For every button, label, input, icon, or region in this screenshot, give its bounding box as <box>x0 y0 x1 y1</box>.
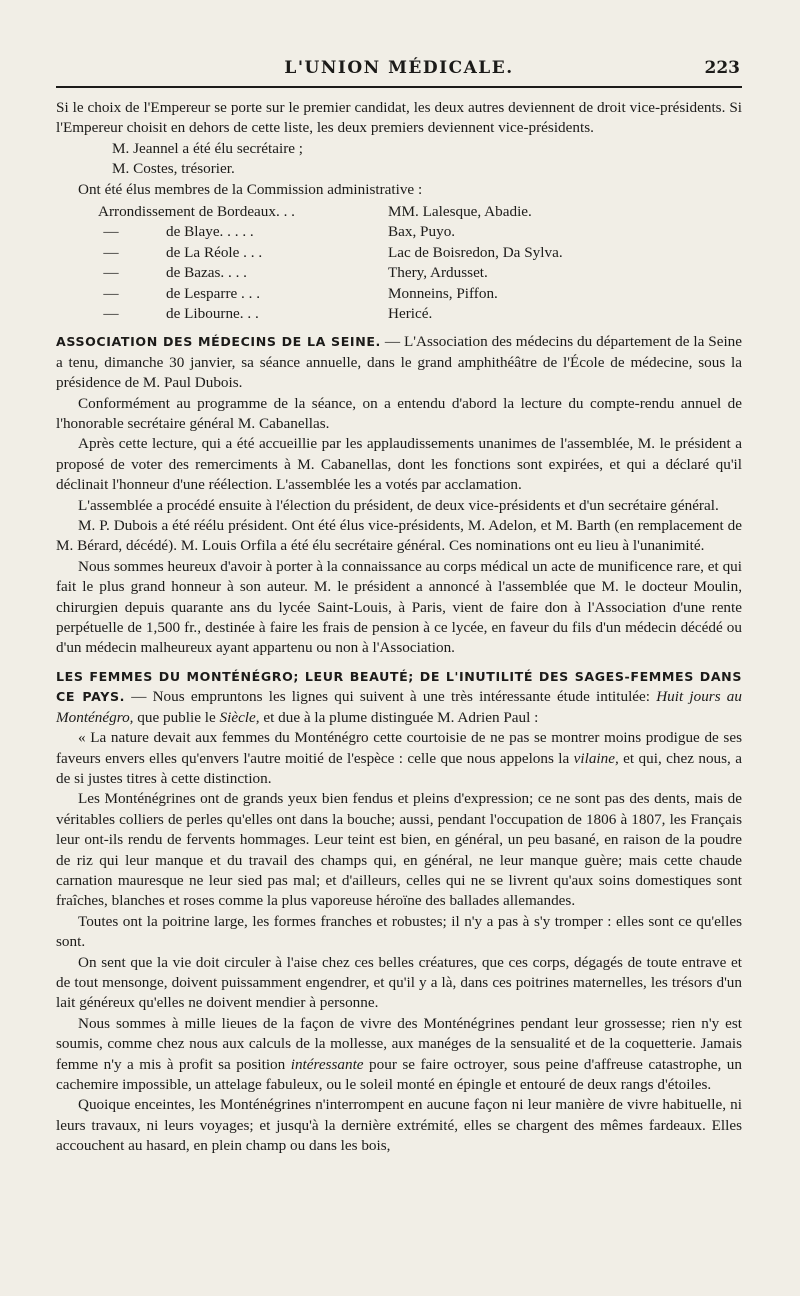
paragraph-text: et due à la plume distinguée M. Adrien Paul : <box>259 708 539 726</box>
arrondissement-label: de Libourne. . . <box>166 304 259 322</box>
montenegro-paragraph: Toutes ont la poitrine large, les formes franches et robustes; il n'y a pas à s'y tromper : elles sont ce qu'elles sont. <box>56 912 742 951</box>
association-section <box>56 332 742 659</box>
arrondissement-label: de Blaye. . . . . <box>166 223 254 241</box>
montenegro-paragraph: Les Monténégrines ont de grands yeux bien fendus et pleins d'expression; ce ne sont pas des dents, mais de véritables colliers de perles qu'elles ont dans la bouche; aussi, pendant l'occupation de 1806 à 1807, les Français leur ont-ils rendu de fervents hommages. Leur teint est bien, en général, un peu basané, en raison de la poudre de riz qui leur manque et du travail des champs qui, en général, ne leur manque guère; mais cette chaude carnation mauresque ne leur sied pas mal; et d'ailleurs, celles qui ne se livrent qu'aux soins domestiques sont fraîches, blanches et roses comme la plus vaporeuse héroïne des ballades allemandes. <box>56 790 742 910</box>
ditto-dash: — <box>103 284 119 302</box>
running-title: L'UNION MÉDICALE. <box>284 58 514 78</box>
arrondissement-label: de Lesparre . . . <box>166 284 261 302</box>
page-header <box>56 52 742 88</box>
commission-members: Hericé. <box>388 304 433 322</box>
officer-treasurer: M. Costes, trésorier. <box>112 160 235 178</box>
ditto-dash: — <box>103 223 119 241</box>
section-heading: ASSOCIATION DES MÉDECINS DE LA SEINE. <box>56 334 381 350</box>
intro-paragraph: Si le choix de l'Empereur se porte sur le premier candidat, les deux autres deviennent de droit vice-présidents. Si l'Empereur choisit en dehors de cette liste, les deux premiers deviennent vice-présidents. <box>56 99 742 137</box>
commission-intro: Ont été élus membres de la Commission administrative : <box>78 180 423 198</box>
arrondissement-label: de La Réole . . . <box>166 243 263 261</box>
paragraph-text: « La nature devait aux femmes du Monténégro cette courtoisie de ne pas se montrer moins prodigue de ses faveurs envers elles qu'envers l'autre moitié de l'espèce : celle que nous appelons la <box>56 729 742 767</box>
montenegro-section <box>56 667 742 1157</box>
association-paragraph <box>56 332 742 393</box>
ditto-dash: — <box>103 243 119 261</box>
commission-members: Lac de Boisredon, Da Sylva. <box>388 243 563 261</box>
paragraph-text: pour se faire octroyer, sous peine d'affreuse catastrophe, un cachemire impossible, un attelage fabuleux, ou le soleil monté en épingle et entouré de deux rangs d'étoiles. <box>56 1055 742 1093</box>
ditto-dash: — <box>103 264 119 282</box>
association-paragraph: Après cette lecture, qui a été accueillie par les applaudissements unanimes de l'assemblée, M. le président a proposé de voter des remerciments à M. Cabanellas, dont les fonctions sont expirées, et qui a déclaré qu'il déclinait l'honneur d'une réélection. L'assemblée les a votés par acclamation. <box>56 435 742 494</box>
commission-table <box>56 202 742 324</box>
commission-row <box>56 243 742 263</box>
commission-row <box>56 304 742 324</box>
montenegro-paragraph: On sent que la vie doit circuler à l'aise chez ces belles créatures, que ces corps, dégagés de toute entrave et de tout mensonge, doivent puissamment engendrer, et qu'il y a là, dans ces poitrines maternelles, les trésors d'un lait généreux qu'elles ne doivent mendier à personne. <box>56 953 742 1012</box>
commission-members: MM. Lalesque, Abadie. <box>388 203 532 221</box>
montenegro-paragraph <box>56 667 742 728</box>
paragraph-text: — L'Association des médecins du département de la Seine a tenu, dimanche 30 janvier, sa séance annuelle, dans le grand amphithéâtre de l'École de médecine, sous la présidence de M. Paul Dubois. <box>56 333 742 392</box>
association-paragraph: M. P. Dubois a été réélu président. Ont été élus vice-présidents, M. Adelon, et M. Barth (en remplacement de M. Bérard, décédé). M. Louis Orfila a été élu secrétaire général. Ces nominations ont eu lieu à l'unanimité. <box>56 517 742 555</box>
paragraph-text: que publie le <box>133 708 220 726</box>
montenegro-paragraph: Quoique enceintes, les Monténégrines n'interrompent en aucune façon ni leur manière de vivre habituelle, ni leurs travaux, ni leurs voyages; et jusqu'à la dernière extrémité, elles se chargent des mêmes fardeaux. Elles accouchent au hasard, en plein champ ou dans les bois, <box>56 1096 742 1155</box>
paragraph-text: — Nous empruntons les lignes qui suivent à une très intéressante étude intitulée: <box>125 688 657 706</box>
article-body <box>56 98 742 1157</box>
officer-secretary: M. Jeannel a été élu secrétaire ; <box>112 139 304 157</box>
association-paragraph: Conformément au programme de la séance, on a entendu d'abord la lecture du compte-rendu annuel de l'honorable secrétaire général M. Cabanellas. <box>56 394 742 432</box>
emphasis-word: vilaine, <box>573 749 619 767</box>
commission-row <box>56 284 742 304</box>
montenegro-paragraph <box>56 1014 742 1096</box>
page-number: 223 <box>704 58 740 78</box>
book-title: Huit jours au Monténégro, <box>56 688 742 726</box>
commission-members: Monneins, Piffon. <box>388 284 498 302</box>
section-heading: LES FEMMES DU MONTÉNÉGRO; LEUR BEAUTÉ; DE L'INUTILITÉ DES SAGES-FEMMES DANS CE PAYS. <box>56 668 742 705</box>
association-paragraph: Nous sommes heureux d'avoir à porter à la connaissance au corps médical un acte de munificence rare, et qui fait le plus grand honneur à son auteur. M. le président a annoncé à l'assemblée que M. le docteur Moulin, chirurgien depuis quarante ans du lycée Saint-Louis, à Paris, vient de faire don à l'Association d'une rente perpétuelle de 1,500 fr., destinée à faire les frais de pension à ce lycée, en faveur du fils d'un médecin décédé ou d'un médecin malheureux ayant appartenu ou non à l'Association. <box>56 557 742 657</box>
paragraph-text: Nous sommes à mille lieues de la façon de vivre des Monténégrines pendant leur grossesse; rien n'y est soumis, comme chez nous aux calculs de la mollesse, aux manéges de la sensualité et de la coquetterie. Jamais femme n'y a mis à profit sa position <box>56 1014 742 1073</box>
arrondissement-label: Arrondissement de Bordeaux. . . <box>98 203 295 221</box>
arrondissement-label: de Bazas. . . . <box>166 264 247 282</box>
montenegro-paragraph <box>56 728 742 789</box>
paragraph-text: et qui, chez nous, a de si justes titres à cette distinction. <box>56 749 742 787</box>
newspaper-name: Siècle, <box>219 708 260 726</box>
emphasis-word: intéressante <box>290 1055 364 1073</box>
commission-row <box>56 202 742 222</box>
association-paragraph: L'assemblée a procédé ensuite à l'élection du président, de deux vice-présidents et d'un secrétaire général. <box>78 496 719 514</box>
commission-row <box>56 222 742 242</box>
commission-members: Bax, Puyo. <box>388 223 456 241</box>
commission-members: Thery, Ardusset. <box>388 264 488 282</box>
ditto-dash: — <box>103 304 119 322</box>
commission-row <box>56 263 742 283</box>
